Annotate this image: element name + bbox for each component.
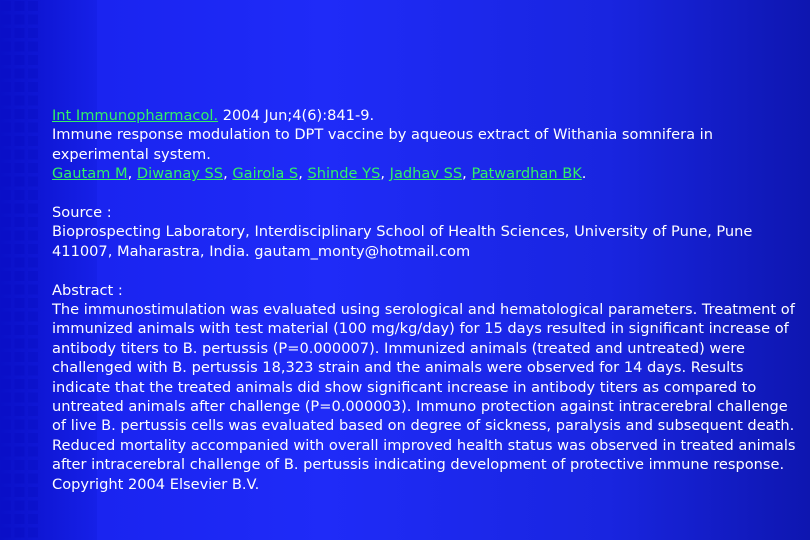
grid-square	[15, 474, 25, 484]
grid-square	[1, 244, 11, 254]
grid-square	[15, 96, 25, 106]
grid-square	[28, 379, 38, 389]
grid-square	[15, 258, 25, 268]
grid-square	[1, 379, 11, 389]
grid-square	[28, 150, 38, 160]
grid-square	[15, 447, 25, 457]
grid-square	[28, 1, 38, 11]
source-text: Bioprospecting Laboratory, Interdisciplinary School of Health Sciences, University of Pune, Pune 411007, Maharastra, India. gautam_monty@hotmail.com	[52, 223, 753, 260]
author-separator: ,	[462, 165, 472, 183]
grid-square	[1, 352, 11, 362]
grid-square	[15, 420, 25, 430]
grid-square	[1, 325, 11, 335]
grid-square	[28, 339, 38, 349]
author-link[interactable]: Patwardhan BK	[471, 165, 582, 183]
grid-square	[1, 258, 11, 268]
author-separator: ,	[127, 165, 137, 183]
grid-square	[15, 366, 25, 376]
grid-square	[1, 15, 11, 25]
grid-square	[15, 325, 25, 335]
grid-square	[28, 55, 38, 65]
grid-square	[1, 528, 11, 538]
grid-square	[1, 123, 11, 133]
grid-square	[1, 285, 11, 295]
grid-square	[28, 393, 38, 403]
grid-square	[1, 339, 11, 349]
grid-square	[28, 42, 38, 52]
grid-square	[1, 433, 11, 443]
citation-details: 2004 Jun;4(6):841-9.	[218, 107, 375, 124]
grid-square	[28, 69, 38, 79]
grid-square	[1, 177, 11, 187]
grid-square	[15, 339, 25, 349]
grid-square	[28, 312, 38, 322]
grid-square	[1, 217, 11, 227]
grid-square	[1, 312, 11, 322]
abstract-label: Abstract :	[52, 281, 123, 299]
grid-square	[15, 109, 25, 119]
grid-square	[15, 487, 25, 497]
grid-square	[1, 163, 11, 173]
author-list	[52, 164, 797, 183]
author-separator: .	[581, 165, 587, 183]
abstract-text: The immunostimulation was evaluated using serological and hematological parameters. Treatment of immunized animals with test material (100 mg/kg/day) for 15 days resulted in significant increase of antibody titers to B. pertussis (P=0.000007). Immunized animals (treated and untreated) were challenged with B. pertussis 18,323 strain and the animals were observed for 14 days. Results indicate that the treated animals did show significant increase in antibody titers as compared to untreated animals after challenge (P=0.000003). Immuno protection against intracerebral challenge of live B. pertussis cells was evaluated based on degree of sickness, paralysis and subsequent death. Reduced mortality accompanied with overall improved health status was observed in treated animals after intracerebral challenge of B. pertussis indicating development of protective immune response. Copyright 2004 Elsevier B.V.	[52, 301, 796, 493]
author-link[interactable]: Jadhav SS	[389, 165, 463, 183]
author-separator: ,	[380, 165, 390, 183]
author-separator: ,	[223, 165, 233, 183]
author-link[interactable]: Shinde YS	[307, 165, 381, 183]
spacer	[52, 184, 797, 203]
grid-square	[28, 96, 38, 106]
grid-square	[1, 190, 11, 200]
grid-square	[28, 109, 38, 119]
grid-square	[28, 123, 38, 133]
grid-square	[1, 460, 11, 470]
grid-square	[28, 487, 38, 497]
grid-square	[28, 447, 38, 457]
grid-square	[15, 42, 25, 52]
grid-square	[1, 501, 11, 511]
grid-square	[1, 231, 11, 241]
grid-square	[15, 1, 25, 11]
grid-square	[15, 190, 25, 200]
grid-square	[15, 393, 25, 403]
grid-square	[15, 15, 25, 25]
grid-square	[15, 204, 25, 214]
grid-square	[15, 528, 25, 538]
grid-square	[15, 82, 25, 92]
grid-square	[15, 406, 25, 416]
grid-square	[28, 15, 38, 25]
grid-square	[28, 190, 38, 200]
grid-square	[15, 501, 25, 511]
grid-square	[28, 244, 38, 254]
blue-square-grid-pattern	[0, 0, 40, 540]
grid-square	[1, 474, 11, 484]
grid-square	[1, 1, 11, 11]
grid-square	[1, 447, 11, 457]
grid-square	[1, 420, 11, 430]
grid-square	[15, 433, 25, 443]
grid-square	[28, 28, 38, 38]
grid-square	[28, 231, 38, 241]
grid-square	[1, 406, 11, 416]
author-link[interactable]: Gautam M	[52, 165, 128, 183]
journal-link[interactable]: Int Immunopharmacol.	[52, 107, 219, 124]
grid-square	[1, 69, 11, 79]
grid-square	[1, 42, 11, 52]
grid-square	[28, 501, 38, 511]
grid-square	[1, 109, 11, 119]
grid-square	[15, 136, 25, 146]
grid-square	[28, 460, 38, 470]
grid-square	[15, 231, 25, 241]
grid-square	[28, 271, 38, 281]
grid-square	[28, 514, 38, 524]
grid-square	[1, 204, 11, 214]
grid-square	[15, 69, 25, 79]
grid-square	[1, 150, 11, 160]
grid-square	[28, 204, 38, 214]
grid-square	[28, 474, 38, 484]
grid-square	[1, 487, 11, 497]
grid-square	[1, 136, 11, 146]
grid-square	[15, 379, 25, 389]
grid-square	[1, 82, 11, 92]
grid-square	[15, 271, 25, 281]
grid-square	[15, 150, 25, 160]
grid-square	[15, 244, 25, 254]
grid-square	[15, 352, 25, 362]
abstract-document	[52, 106, 797, 494]
grid-square	[15, 28, 25, 38]
grid-square	[1, 298, 11, 308]
grid-square	[28, 325, 38, 335]
source-label: Source :	[52, 204, 112, 222]
grid-square	[28, 258, 38, 268]
author-link[interactable]: Diwanay SS	[136, 165, 224, 183]
grid-square	[28, 163, 38, 173]
grid-square	[28, 82, 38, 92]
grid-square	[15, 285, 25, 295]
grid-square	[28, 528, 38, 538]
grid-square	[28, 420, 38, 430]
citation-line	[52, 106, 797, 125]
grid-square	[15, 177, 25, 187]
grid-square	[1, 55, 11, 65]
grid-square	[28, 352, 38, 362]
grid-square	[15, 123, 25, 133]
grid-square	[1, 28, 11, 38]
grid-square	[15, 514, 25, 524]
grid-square	[28, 217, 38, 227]
author-link[interactable]: Gairola S	[232, 165, 299, 183]
grid-square	[15, 460, 25, 470]
grid-square	[15, 217, 25, 227]
grid-square	[28, 298, 38, 308]
grid-square	[28, 177, 38, 187]
grid-square	[15, 55, 25, 65]
grid-square	[1, 271, 11, 281]
grid-square	[28, 366, 38, 376]
grid-square	[1, 96, 11, 106]
grid-square	[1, 514, 11, 524]
grid-square	[15, 163, 25, 173]
grid-square	[28, 285, 38, 295]
grid-square	[28, 433, 38, 443]
grid-square	[28, 406, 38, 416]
author-separator: ,	[298, 165, 308, 183]
grid-square	[28, 136, 38, 146]
grid-square	[15, 298, 25, 308]
grid-square	[1, 366, 11, 376]
article-title: Immune response modulation to DPT vaccine by aqueous extract of Withania somnifera in experimental system.	[52, 126, 713, 163]
grid-square	[15, 312, 25, 322]
spacer	[52, 261, 797, 280]
grid-square	[1, 393, 11, 403]
